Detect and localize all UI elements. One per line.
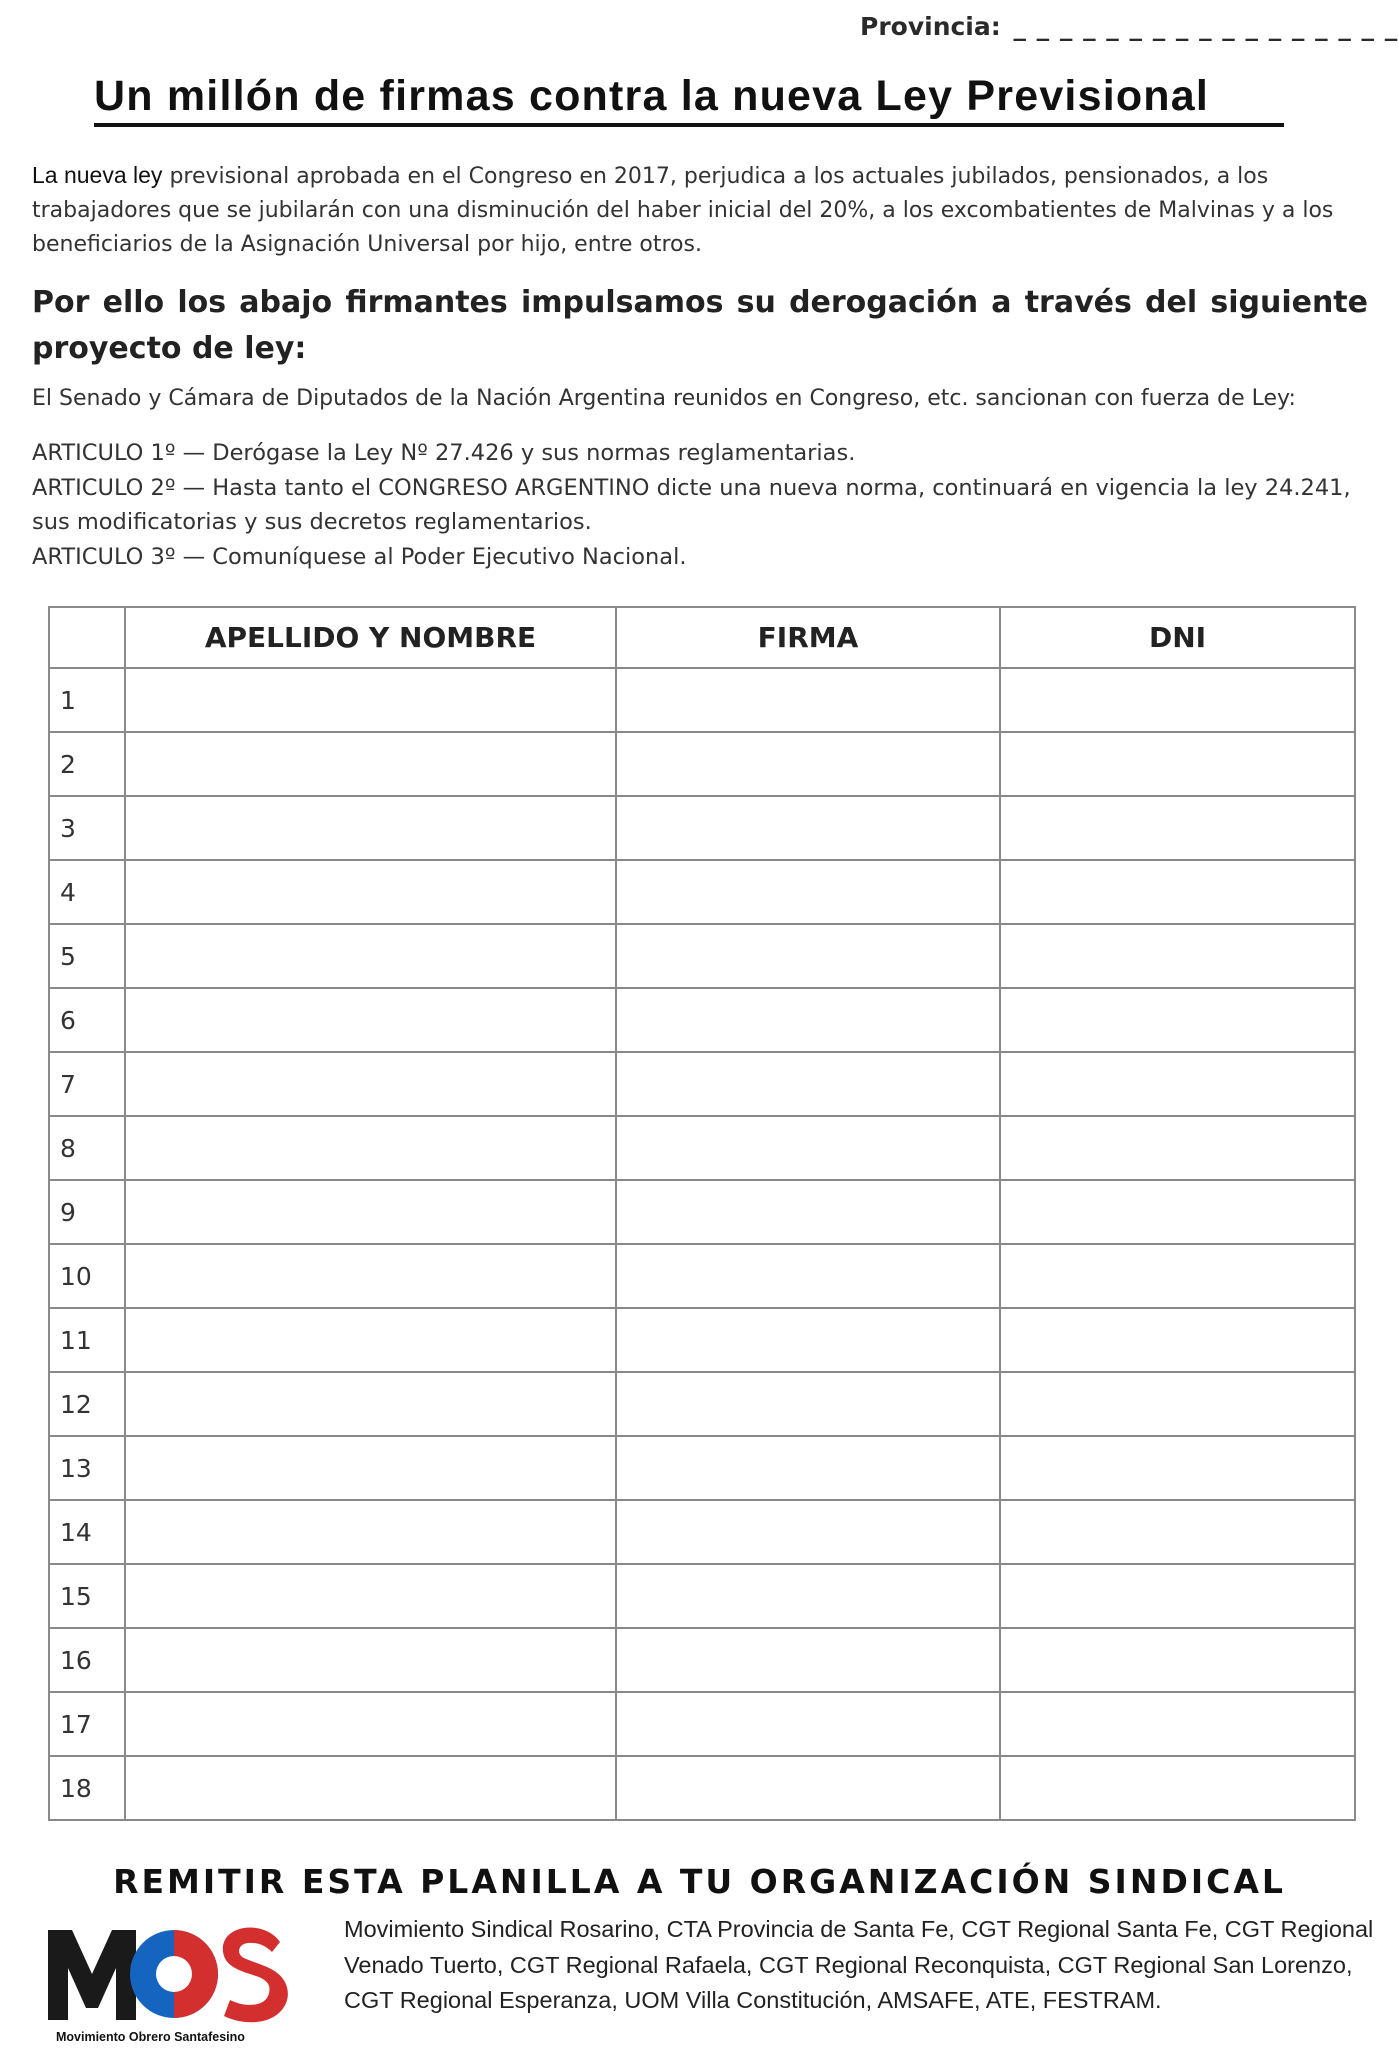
signature-cell[interactable] — [616, 860, 1000, 924]
dni-cell[interactable] — [1000, 1116, 1355, 1180]
signature-cell[interactable] — [616, 1564, 1000, 1628]
row-number: 11 — [49, 1308, 125, 1372]
row-number: 17 — [49, 1692, 125, 1756]
signature-cell[interactable] — [616, 1436, 1000, 1500]
dni-cell[interactable] — [1000, 860, 1355, 924]
row-number: 8 — [49, 1116, 125, 1180]
article-3: ARTICULO 3º — Comuníquese al Poder Ejecutivo Nacional. — [32, 543, 687, 570]
dni-cell[interactable] — [1000, 1628, 1355, 1692]
signature-cell[interactable] — [616, 1308, 1000, 1372]
dni-cell[interactable] — [1000, 1564, 1355, 1628]
row-number: 4 — [49, 860, 125, 924]
dni-cell[interactable] — [1000, 1692, 1355, 1756]
table-row — [49, 1180, 1355, 1244]
dni-cell[interactable] — [1000, 924, 1355, 988]
name-cell[interactable] — [125, 1436, 616, 1500]
article-2: ARTICULO 2º — Hasta tanto el CONGRESO ARGENTINO dicte una nueva norma, continuará en vigencia la ley 24.241, sus modificatorias y sus decretos reglamentarios. — [32, 474, 1351, 535]
table-row — [49, 1500, 1355, 1564]
provincia-blank-line[interactable]: _ _ _ _ _ _ _ _ _ _ _ _ _ _ _ _ _ — [1013, 12, 1399, 41]
dni-cell[interactable] — [1000, 1436, 1355, 1500]
signature-cell[interactable] — [616, 796, 1000, 860]
name-cell[interactable] — [125, 1628, 616, 1692]
table-row — [49, 1052, 1355, 1116]
name-cell[interactable] — [125, 1116, 616, 1180]
table-row — [49, 1308, 1355, 1372]
remit-instruction: REMITIR ESTA PLANILLA A TU ORGANIZACIÓN SINDICAL — [113, 1862, 1286, 1901]
row-number: 10 — [49, 1244, 125, 1308]
table-row — [49, 796, 1355, 860]
signature-cell[interactable] — [616, 1244, 1000, 1308]
row-number: 6 — [49, 988, 125, 1052]
name-cell[interactable] — [125, 1052, 616, 1116]
dni-cell[interactable] — [1000, 1052, 1355, 1116]
name-cell[interactable] — [125, 1500, 616, 1564]
organizations-list: Movimiento Sindical Rosarino, CTA Provincia de Santa Fe, CGT Regional Santa Fe, CGT Regional Venado Tuerto, CGT Regional Rafaela, CGT Regional Reconquista, CGT Regional San Lorenzo, CGT Regional Esperanza, UOM Villa Constitución, AMSAFE, ATE, FESTRAM. — [344, 1916, 1374, 2013]
signature-cell[interactable] — [616, 924, 1000, 988]
row-number: 14 — [49, 1500, 125, 1564]
mos-logo-graphic — [44, 1912, 294, 2032]
row-number: 13 — [49, 1436, 125, 1500]
table-row — [49, 1372, 1355, 1436]
intro-body: previsional aprobada en el Congreso en 2017, perjudica a los actuales jubilados, pensionados, a los trabajadores que se jubilarán con una disminución del haber inicial del 20%, a los excombatientes de Malvinas y a los beneficiarios de la Asignación Universal por hijo, entre otros. — [32, 164, 1334, 257]
table-row — [49, 860, 1355, 924]
signature-cell[interactable] — [616, 1116, 1000, 1180]
column-header-signature: FIRMA — [616, 607, 1000, 668]
table-row — [49, 1692, 1355, 1756]
signature-cell[interactable] — [616, 1756, 1000, 1820]
name-cell[interactable] — [125, 988, 616, 1052]
table-header-row — [49, 607, 1355, 668]
name-cell[interactable] — [125, 1692, 616, 1756]
dni-cell[interactable] — [1000, 1180, 1355, 1244]
dni-cell[interactable] — [1000, 796, 1355, 860]
row-number: 1 — [49, 668, 125, 732]
column-header-number — [49, 607, 125, 668]
name-cell[interactable] — [125, 924, 616, 988]
dni-cell[interactable] — [1000, 1244, 1355, 1308]
dni-cell[interactable] — [1000, 668, 1355, 732]
column-header-name: APELLIDO Y NOMBRE — [125, 607, 616, 668]
table-row — [49, 1116, 1355, 1180]
row-number: 18 — [49, 1756, 125, 1820]
signature-cell[interactable] — [616, 1628, 1000, 1692]
signature-cell[interactable] — [616, 668, 1000, 732]
row-number: 5 — [49, 924, 125, 988]
signature-cell[interactable] — [616, 988, 1000, 1052]
dni-cell[interactable] — [1000, 1372, 1355, 1436]
table-row — [49, 988, 1355, 1052]
row-number: 16 — [49, 1628, 125, 1692]
table-row — [49, 1244, 1355, 1308]
table-row — [49, 1436, 1355, 1500]
dni-cell[interactable] — [1000, 988, 1355, 1052]
mos-logo — [44, 1912, 294, 2048]
name-cell[interactable] — [125, 1244, 616, 1308]
name-cell[interactable] — [125, 1180, 616, 1244]
table-row — [49, 924, 1355, 988]
row-number: 3 — [49, 796, 125, 860]
dni-cell[interactable] — [1000, 1500, 1355, 1564]
intro-paragraph — [32, 158, 1372, 262]
name-cell[interactable] — [125, 796, 616, 860]
signature-cell[interactable] — [616, 1500, 1000, 1564]
row-number: 9 — [49, 1180, 125, 1244]
signature-cell[interactable] — [616, 1180, 1000, 1244]
table-row — [49, 1628, 1355, 1692]
dni-cell[interactable] — [1000, 732, 1355, 796]
logo-subtitle: Movimiento Obrero Santafesino — [56, 2030, 245, 2044]
provincia-field — [860, 12, 1398, 41]
table-row — [49, 1564, 1355, 1628]
row-number: 2 — [49, 732, 125, 796]
row-number: 15 — [49, 1564, 125, 1628]
name-cell[interactable] — [125, 1372, 616, 1436]
table-row — [49, 668, 1355, 732]
proposal-statement: Por ello los abajo firmantes impulsamos su derogación a través del siguiente proyecto de ley: — [32, 285, 1368, 366]
signature-cell[interactable] — [616, 1692, 1000, 1756]
articles-block — [32, 436, 1372, 574]
name-cell[interactable] — [125, 1308, 616, 1372]
signature-table — [48, 606, 1356, 1821]
name-cell[interactable] — [125, 1756, 616, 1820]
table-row — [49, 732, 1355, 796]
provincia-label: Provincia: — [860, 12, 1001, 41]
signature-cell[interactable] — [616, 732, 1000, 796]
article-1: ARTICULO 1º — Derógase la Ley Nº 27.426 y sus normas reglamentarias. — [32, 440, 856, 466]
column-header-dni: DNI — [1000, 607, 1355, 668]
enactment-clause: El Senado y Cámara de Diputados de la Nación Argentina reunidos en Congreso, etc. sancionan con fuerza de Ley: — [32, 386, 1296, 411]
page-title: Un millón de firmas contra la nueva Ley Previsional — [94, 72, 1284, 127]
table-row — [49, 1756, 1355, 1820]
row-number: 12 — [49, 1372, 125, 1436]
signature-cell[interactable] — [616, 1372, 1000, 1436]
name-cell[interactable] — [125, 1564, 616, 1628]
dni-cell[interactable] — [1000, 1756, 1355, 1820]
name-cell[interactable] — [125, 860, 616, 924]
signature-rows — [49, 668, 1355, 1820]
row-number: 7 — [49, 1052, 125, 1116]
name-cell[interactable] — [125, 732, 616, 796]
signature-cell[interactable] — [616, 1052, 1000, 1116]
dni-cell[interactable] — [1000, 1308, 1355, 1372]
name-cell[interactable] — [125, 668, 616, 732]
intro-lead: La nueva ley — [32, 162, 163, 188]
